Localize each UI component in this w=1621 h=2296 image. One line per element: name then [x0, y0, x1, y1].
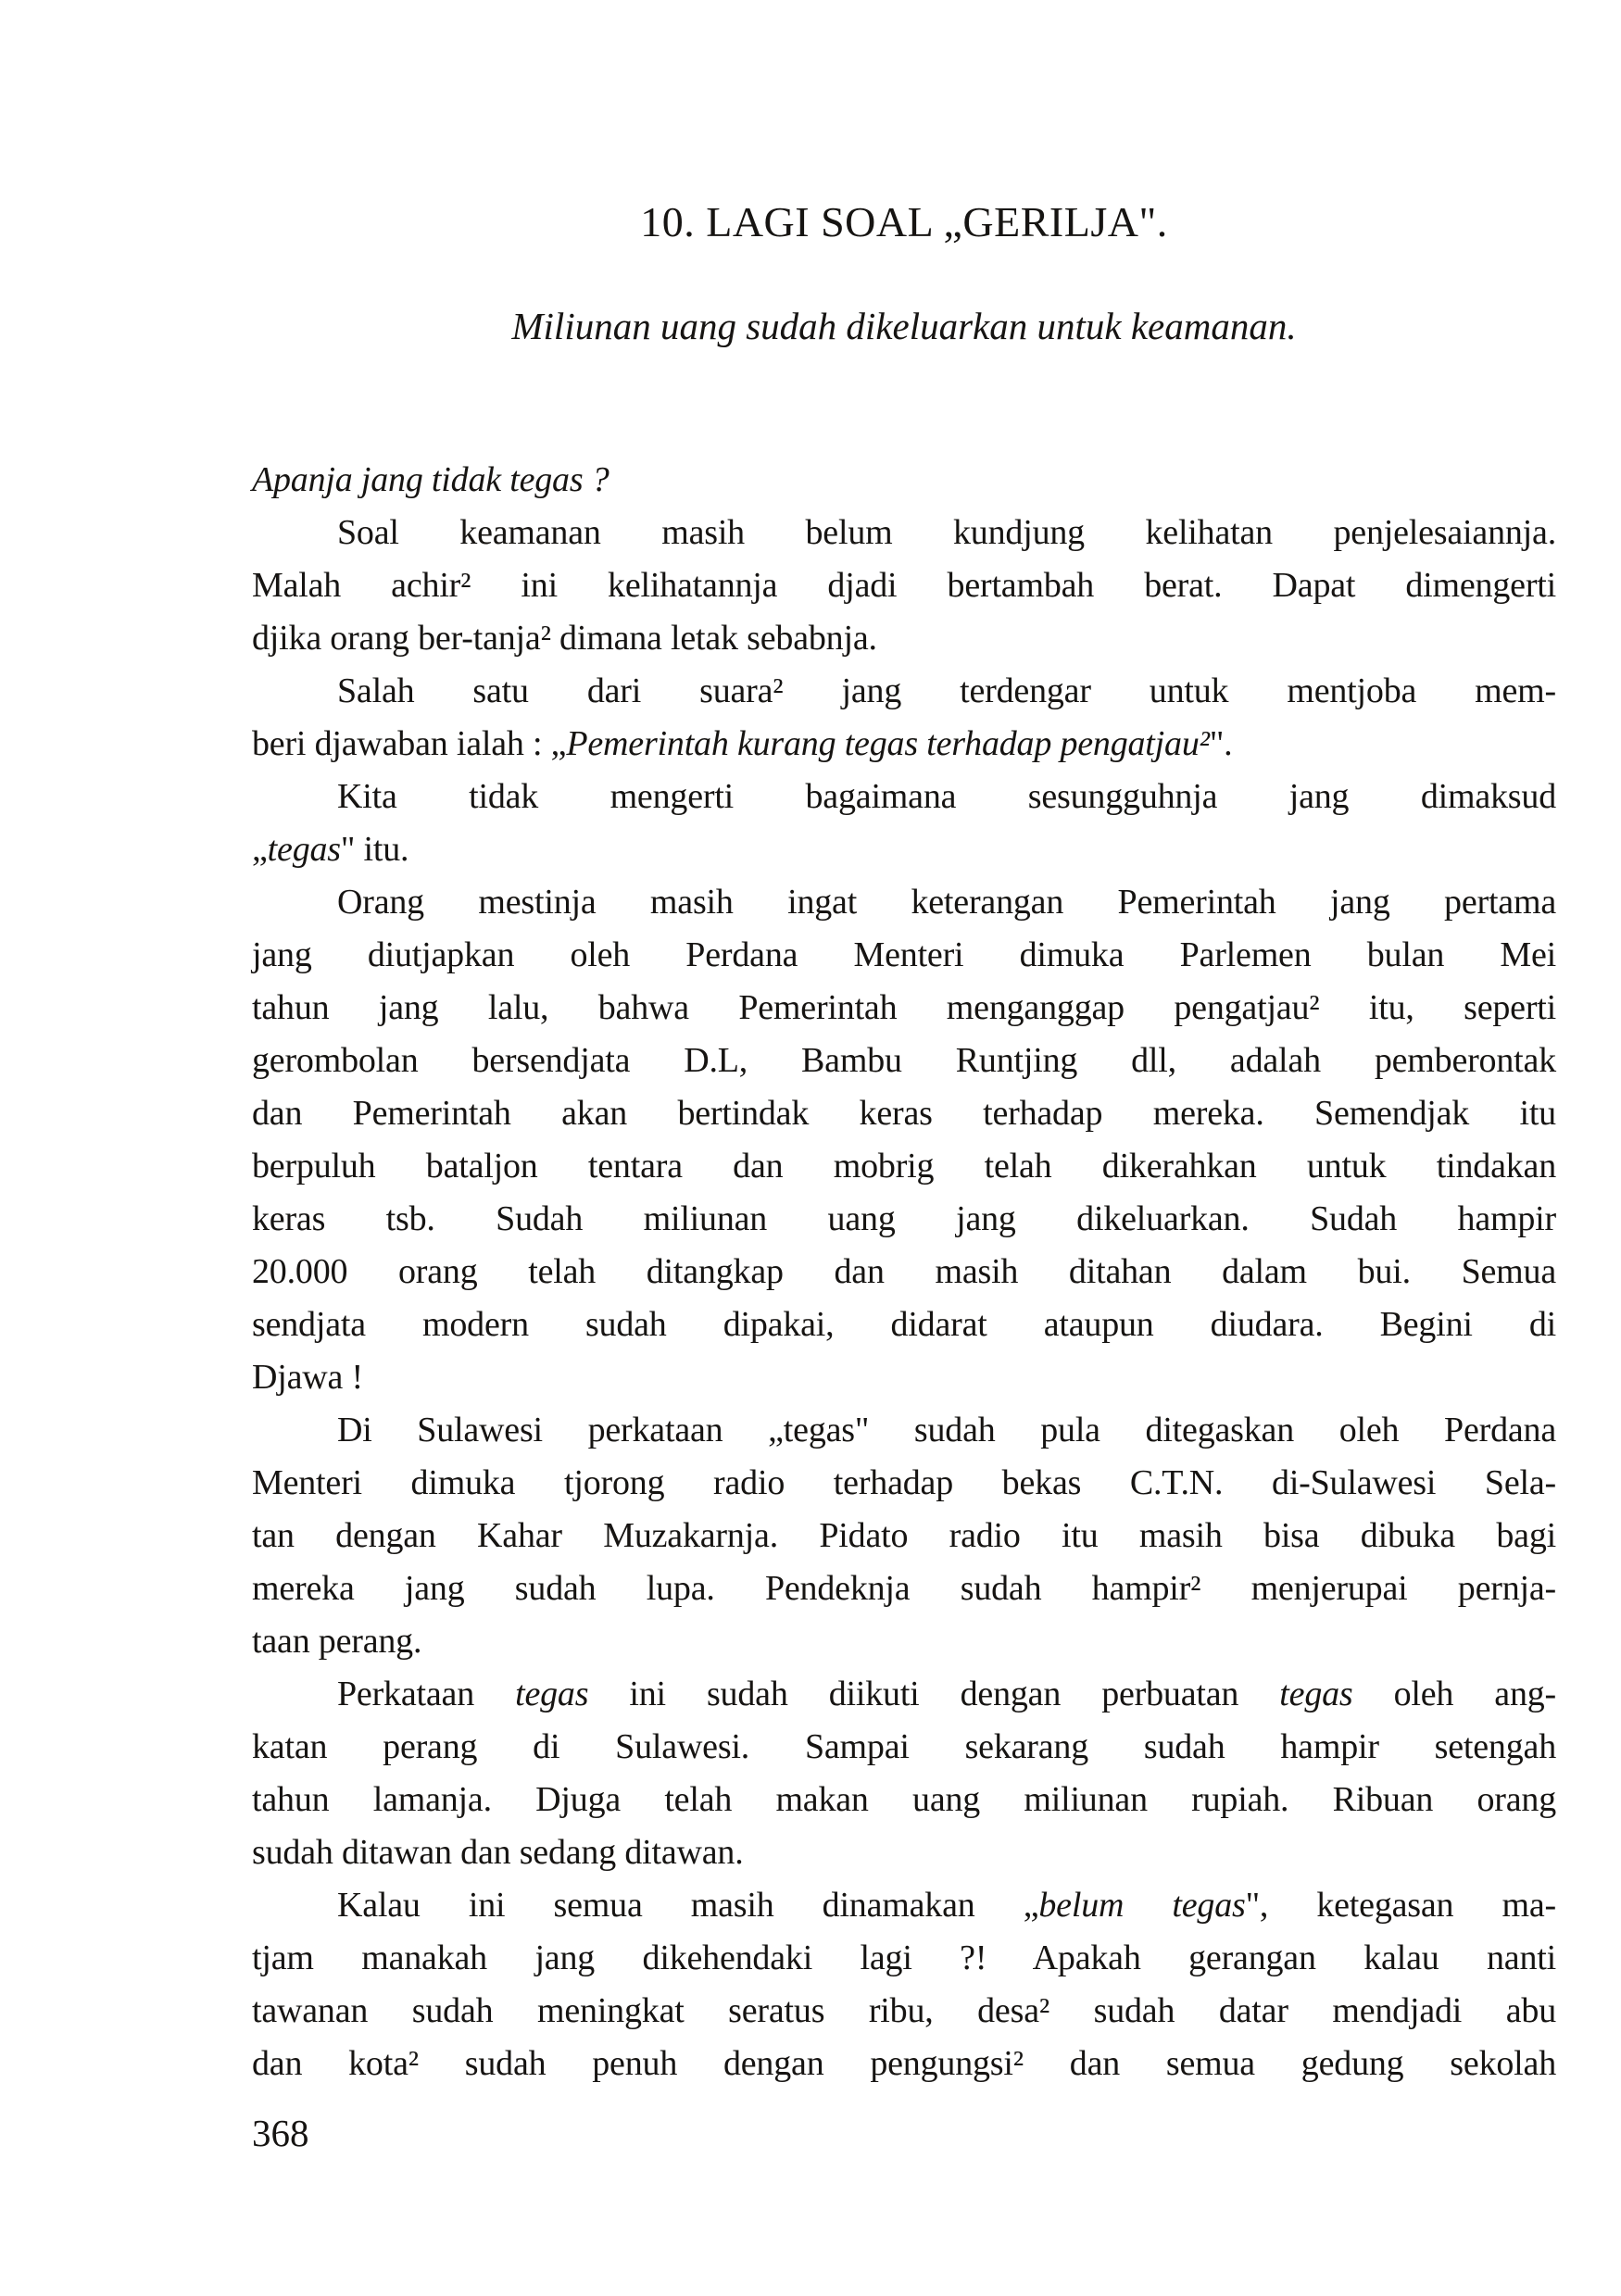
text-line — [252, 1562, 1556, 1615]
text-line — [252, 1721, 1556, 1774]
text-segment: berpuluh bataljon tentara dan mobrig telah dikerahkan untuk tindakan — [252, 1147, 1556, 1186]
text-line — [252, 612, 1556, 665]
text-line — [252, 1932, 1556, 1985]
text-segment: " itu. — [340, 830, 409, 869]
text-segment: sendjata modern sudah dipakai, didarat ataupun diudara. Begini di — [252, 1305, 1556, 1344]
text-line — [252, 1774, 1556, 1826]
text-segment: ", ketegasan ma- — [1245, 1886, 1556, 1925]
text-segment: oleh ang- — [1352, 1675, 1557, 1713]
text-segment: tjam manakah jang dikehendaki lagi ?! Apakah gerangan kalau nanti — [252, 1938, 1556, 1977]
chapter-subtitle: Miliunan uang sudah dikeluarkan untuk keamanan. — [511, 305, 1297, 347]
text-line — [252, 1140, 1556, 1193]
text-segment: katan perang di Sulawesi. Sampai sekarang sudah hampir setengah — [252, 1727, 1556, 1766]
text-line — [252, 2038, 1556, 2090]
text-line — [252, 982, 1556, 1035]
text-line — [252, 771, 1556, 823]
text-segment: dan kota² sudah penuh dengan pengungsi² dan semua gedung sekolah — [252, 2044, 1556, 2083]
text-segment: Di Sulawesi perkataan „tegas" sudah pula ditegaskan oleh Perdana — [337, 1411, 1556, 1449]
text-line — [252, 1193, 1556, 1246]
italic-text-segment: tegas — [1279, 1675, 1353, 1713]
text-line — [252, 876, 1556, 929]
text-line — [252, 1087, 1556, 1140]
text-segment: tahun jang lalu, bahwa Pemerintah menganggap pengatjau² itu, seperti — [252, 988, 1556, 1027]
italic-text-segment: Apanja jang tidak tegas ? — [252, 460, 609, 499]
text-segment: Salah satu dari suara² jang terdengar untuk mentjoba mem- — [337, 671, 1556, 710]
text-line — [252, 1879, 1556, 1932]
text-segment: Menteri dimuka tjorong radio terhadap bekas C.T.N. di-Sulawesi Sela- — [252, 1463, 1556, 1502]
text-line — [252, 1457, 1556, 1510]
italic-text-segment: belum tegas — [1038, 1886, 1246, 1925]
text-line — [252, 1615, 1556, 1668]
text-line — [252, 929, 1556, 982]
text-segment: Malah achir² ini kelihatannja djadi bertambah berat. Dapat dimengerti — [252, 566, 1556, 605]
text-line — [252, 1299, 1556, 1351]
text-segment: Orang mestinja masih ingat keterangan Pemerintah jang pertama — [337, 883, 1556, 922]
text-segment: mereka jang sudah lupa. Pendeknja sudah hampir² menjerupai pernja- — [252, 1569, 1556, 1608]
text-segment: djika orang ber-tanja² dimana letak sebabnja. — [252, 619, 877, 658]
text-line — [252, 1668, 1556, 1721]
text-segment: Kalau ini semua masih dinamakan „ — [337, 1886, 1039, 1925]
text-segment: ". — [1209, 724, 1233, 763]
text-segment: Soal keamanan masih belum kundjung kelihatan penjelesaiannja. — [337, 513, 1556, 552]
page-number: 368 — [252, 2112, 309, 2154]
text-segment: Kita tidak mengerti bagaimana sesungguhnja jang dimaksud — [337, 777, 1556, 816]
text-segment: sudah ditawan dan sedang ditawan. — [252, 1833, 744, 1872]
text-segment: tan dengan Kahar Muzakarnja. Pidato radio itu masih bisa dibuka bagi — [252, 1516, 1556, 1555]
italic-text-segment: Pemerintah kurang tegas terhadap pengatjau² — [566, 724, 1210, 763]
text-line — [252, 665, 1556, 718]
chapter-title: 10. LAGI SOAL „GERILJA". — [640, 198, 1168, 245]
text-line — [252, 1035, 1556, 1087]
text-segment: tahun lamanja. Djuga telah makan uang miliunan rupiah. Ribuan orang — [252, 1780, 1556, 1819]
text-line — [252, 1826, 1556, 1879]
text-segment: „ — [252, 830, 268, 869]
text-segment: taan perang. — [252, 1622, 422, 1661]
text-line — [252, 1510, 1556, 1562]
text-line — [252, 1351, 1556, 1404]
text-line — [252, 1985, 1556, 2038]
text-segment: Djawa ! — [252, 1358, 363, 1397]
text-segment: jang diutjapkan oleh Perdana Menteri dimuka Parlemen bulan Mei — [252, 935, 1556, 974]
text-segment: keras tsb. Sudah miliunan uang jang dikeluarkan. Sudah hampir — [252, 1199, 1556, 1238]
text-line — [252, 454, 1556, 507]
text-segment: dan Pemerintah akan bertindak keras terhadap mereka. Semendjak itu — [252, 1094, 1556, 1133]
text-segment: 20.000 orang telah ditangkap dan masih ditahan dalam bui. Semua — [252, 1252, 1556, 1291]
text-line — [252, 1404, 1556, 1457]
text-line — [252, 823, 1556, 876]
text-line — [252, 559, 1556, 612]
text-block — [252, 454, 1556, 2090]
italic-text-segment: tegas — [267, 830, 341, 869]
text-segment: Perkataan — [337, 1675, 516, 1713]
text-segment: tawanan sudah meningkat seratus ribu, desa² sudah datar mendjadi abu — [252, 1991, 1556, 2030]
text-line — [252, 1246, 1556, 1299]
text-segment: ini sudah diikuti dengan perbuatan — [588, 1675, 1280, 1713]
text-segment: gerombolan bersendjata D.L, Bambu Runtjing dll, adalah pemberontak — [252, 1041, 1556, 1080]
italic-text-segment: tegas — [515, 1675, 589, 1713]
text-line — [252, 507, 1556, 559]
text-segment: beri djawaban ialah : „ — [252, 724, 567, 763]
text-line — [252, 718, 1556, 771]
